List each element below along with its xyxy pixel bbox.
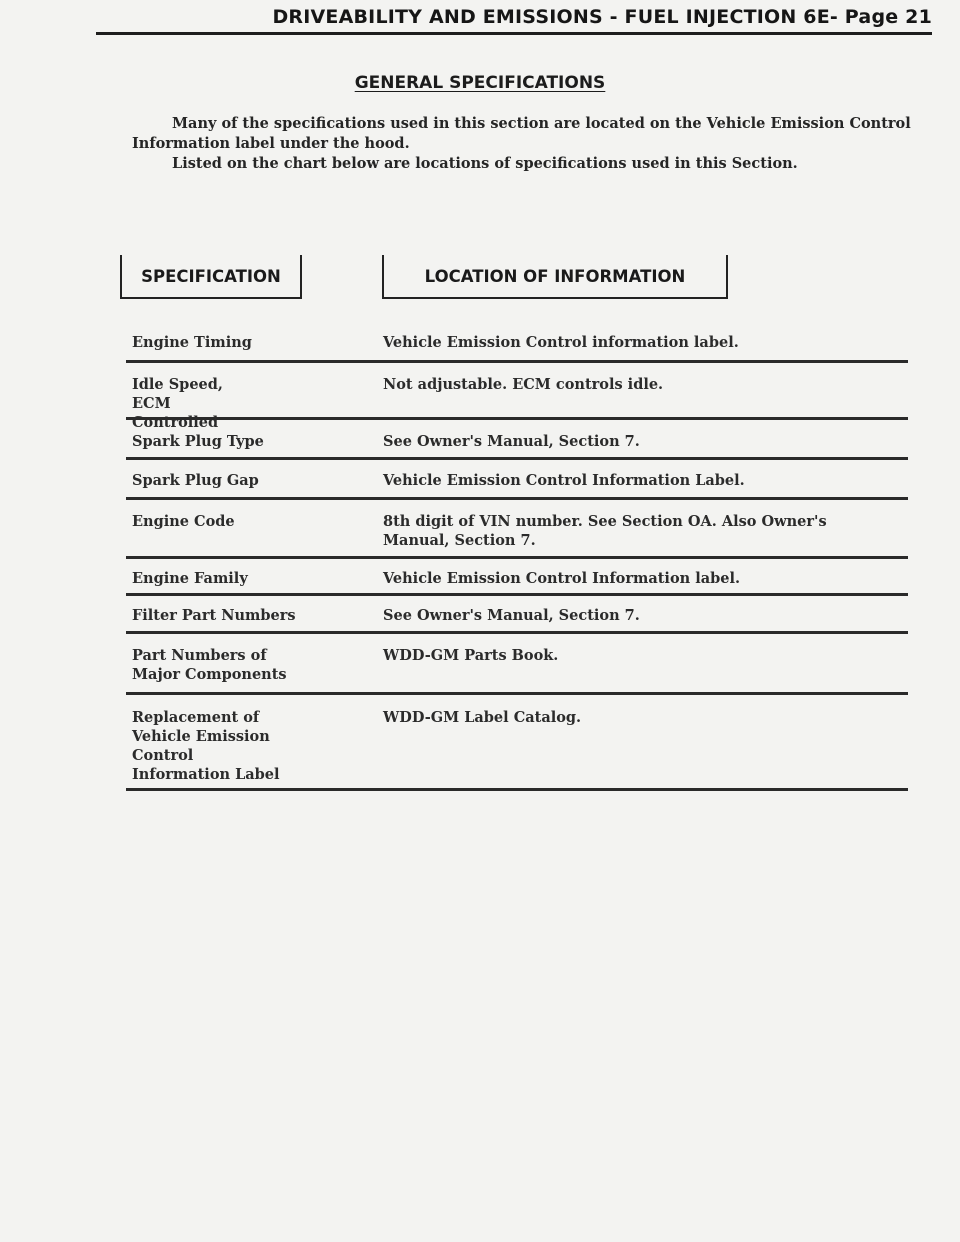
location-cell: See Owner's Manual, Section 7. xyxy=(383,607,640,624)
table-row xyxy=(126,420,908,460)
section-title: GENERAL SPECIFICATIONS xyxy=(354,73,606,93)
location-cell: See Owner's Manual, Section 7. xyxy=(383,433,640,450)
location-cell: 8th digit of VIN number. See Section OA. Also Owner's Manual, Section 7. xyxy=(383,513,827,549)
location-column-header: LOCATION OF INFORMATION xyxy=(382,255,728,299)
location-cell: Vehicle Emission Control information label. xyxy=(383,334,739,351)
spec-cell: Idle Speed, ECM Controlled xyxy=(132,376,223,431)
spec-cell: Part Numbers of Major Components xyxy=(132,647,287,683)
spec-cell: Engine Code xyxy=(132,513,235,530)
table-row xyxy=(126,460,908,500)
table-row xyxy=(126,596,908,634)
location-cell: Vehicle Emission Control Information label. xyxy=(383,570,741,587)
table-row xyxy=(126,500,908,559)
intro-paragraph-2: Listed on the chart below are locations of specifications used in this Section. xyxy=(172,155,798,172)
location-cell: Not adjustable. ECM controls idle. xyxy=(383,376,664,393)
location-cell: WDD-GM Parts Book. xyxy=(383,647,559,664)
table-row xyxy=(126,363,908,431)
spec-cell: Engine Family xyxy=(132,570,248,587)
specification-column-header: SPECIFICATION xyxy=(120,255,302,299)
table-row xyxy=(126,634,908,695)
intro-paragraph-1: Many of the specifications used in this section are located on the Vehicle Emission Control Information label under the hood. xyxy=(132,115,911,152)
spec-cell: Spark Plug Gap xyxy=(132,472,259,489)
intro-text xyxy=(132,114,912,174)
location-cell: WDD-GM Label Catalog. xyxy=(383,709,582,726)
location-cell: Vehicle Emission Control Information Label. xyxy=(383,472,745,489)
spec-cell: Replacement of Vehicle Emission Control Information Label xyxy=(132,709,280,783)
header-rule xyxy=(96,32,932,35)
page-header-title: DRIVEABILITY AND EMISSIONS - FUEL INJECTION 6E- Page 21 xyxy=(272,6,932,28)
spec-cell: Engine Timing xyxy=(132,334,252,351)
table-row xyxy=(126,695,908,791)
spec-cell: Filter Part Numbers xyxy=(132,607,296,624)
table-row xyxy=(126,320,908,363)
spec-cell: Spark Plug Type xyxy=(132,433,264,450)
table-row xyxy=(126,559,908,596)
specifications-table xyxy=(126,320,908,791)
